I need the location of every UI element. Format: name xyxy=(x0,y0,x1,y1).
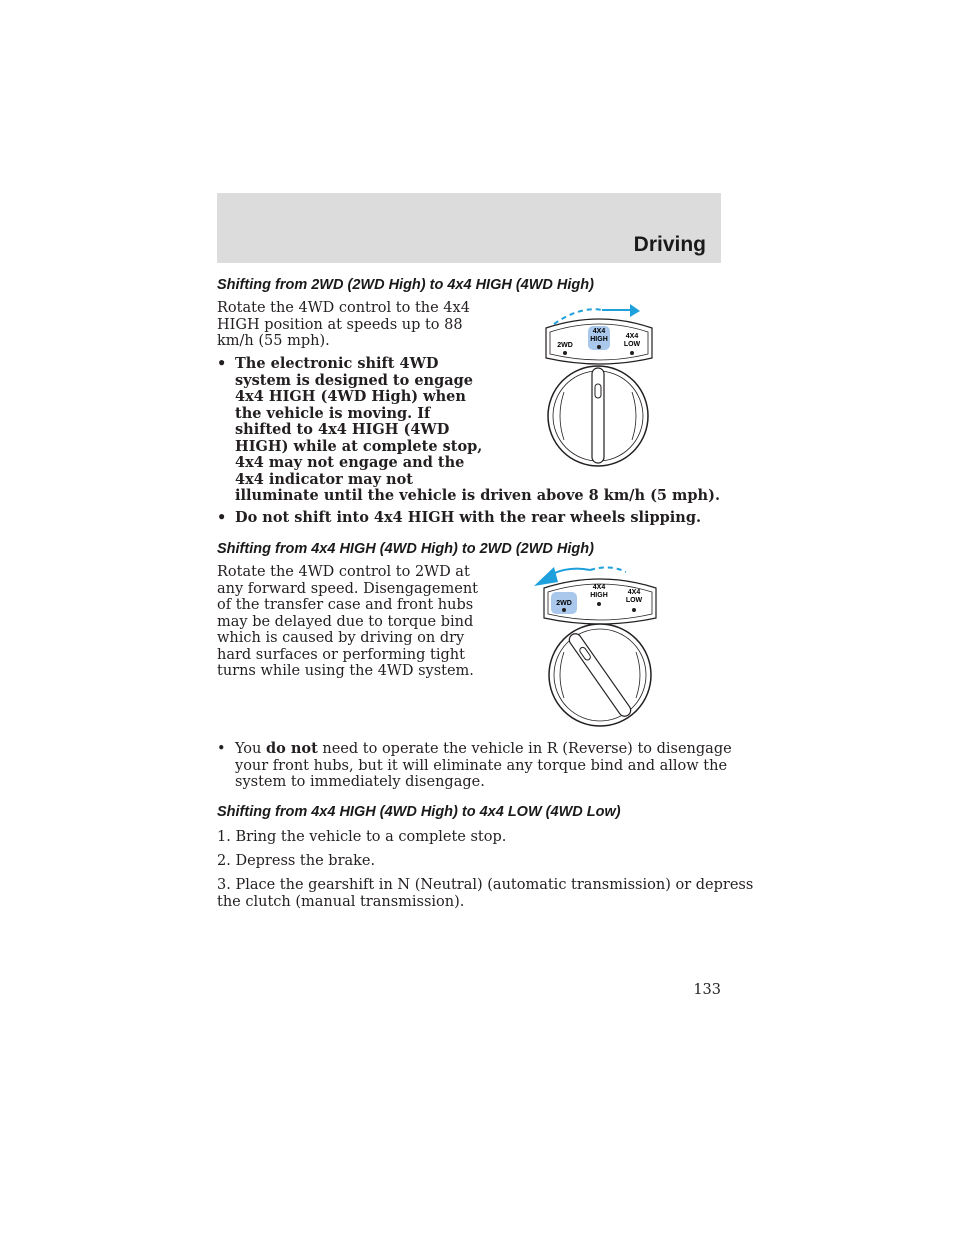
section1-bullet-2 xyxy=(217,510,717,530)
text-line: 4x4 indicator may not xyxy=(235,470,413,488)
position-dot-2wd xyxy=(563,351,567,355)
text-line: system is designed to engage xyxy=(235,371,473,389)
label-high: HIGH xyxy=(590,592,608,599)
text-line: km/h (55 mph). xyxy=(217,333,330,349)
text-line: which is caused by driving on dry xyxy=(217,630,465,646)
position-dot-low xyxy=(632,608,636,612)
text-line: the vehicle is moving. If xyxy=(235,404,431,422)
label-4x4: 4X4 xyxy=(627,589,641,596)
text-line: The electronic shift 4WD xyxy=(235,355,439,372)
section2-paragraph xyxy=(217,564,478,680)
text-line: system to immediately disengage. xyxy=(235,774,485,790)
emphasis-text: do not xyxy=(266,740,318,757)
bullet-text: Do not shift into 4x4 HIGH with the rear wheels slipping. xyxy=(235,509,702,526)
section-heading-4x4-high-to-4x4-low: Shifting from 4x4 HIGH (4WD High) to 4x4 LOW (4WD Low) xyxy=(217,804,621,820)
text-line: 4x4 HIGH (4WD High) when xyxy=(235,388,466,405)
text-line: hard surfaces or performing tight xyxy=(217,646,465,663)
text-line: the clutch (manual transmission). xyxy=(217,893,465,910)
bullet-dot: • xyxy=(217,355,227,372)
arrow-left-icon xyxy=(534,567,558,586)
text-span: need to operate the vehicle in R (Reverse) to disengage xyxy=(317,741,732,757)
position-dot-high xyxy=(597,345,601,349)
label-low: LOW xyxy=(623,341,641,348)
text-line: shifted to 4x4 HIGH (4WD xyxy=(235,421,450,438)
bullet-dot: • xyxy=(217,741,226,757)
text-line: 4x4 may not engage and the xyxy=(235,454,465,471)
step-1: 1. Bring the vehicle to a complete stop. xyxy=(217,829,507,845)
section1-paragraph xyxy=(217,300,470,350)
text-line: of the transfer case and front hubs xyxy=(217,597,474,613)
text-line: HIGH) while at complete stop, xyxy=(235,437,483,455)
label-2wd: 2WD xyxy=(556,600,572,607)
text-line xyxy=(235,741,732,758)
text-line: HIGH position at speeds up to 88 xyxy=(217,316,463,333)
bullet-dot: • xyxy=(217,509,227,526)
step-3 xyxy=(217,877,753,910)
label-4x4: 4X4 xyxy=(625,333,639,340)
position-dot-high xyxy=(597,602,601,606)
bullet-text xyxy=(235,741,732,791)
label-high: HIGH xyxy=(590,336,608,343)
text-line: may be delayed due to torque bind xyxy=(217,613,474,630)
section-heading-2wd-to-4x4-high: Shifting from 2WD (2WD High) to 4x4 HIGH (4WD High) xyxy=(217,277,594,293)
text-line: Rotate the 4WD control to 2WD at xyxy=(217,564,470,580)
page-section-title: Driving xyxy=(633,233,706,256)
header-band xyxy=(217,193,721,263)
section2-bullet xyxy=(217,740,732,793)
text-span: You xyxy=(235,741,266,757)
position-dot-2wd xyxy=(562,608,566,612)
text-line: your front hubs, but it will eliminate any torque bind and allow the xyxy=(235,757,728,774)
section-heading-4x4-high-to-2wd: Shifting from 4x4 HIGH (4WD High) to 2WD (2WD High) xyxy=(217,541,594,557)
arrow-shaft xyxy=(552,569,590,574)
arrow-right-icon xyxy=(630,304,640,317)
4wd-control-diagram-to-2wd xyxy=(530,562,660,732)
text-line: Rotate the 4WD control to the 4x4 xyxy=(217,300,470,316)
text-line: 3. Place the gearshift in N (Neutral) (automatic transmission) or depress xyxy=(217,877,754,893)
position-dot-low xyxy=(630,351,634,355)
dashed-arc xyxy=(590,567,626,572)
text-line: any forward speed. Disengagement xyxy=(217,580,478,597)
label-4x4: 4X4 xyxy=(592,584,606,591)
knob-grip xyxy=(592,368,604,463)
text-line: illuminate until the vehicle is driven above 8 km/h (5 mph). xyxy=(235,487,720,504)
step-2: 2. Depress the brake. xyxy=(217,853,376,869)
label-low: LOW xyxy=(625,597,643,604)
label-2wd: 2WD xyxy=(557,342,573,349)
page-number: 133 xyxy=(693,982,721,998)
4wd-control-diagram-to-4x4-high xyxy=(540,300,660,470)
text-line: turns while using the 4WD system. xyxy=(217,663,474,679)
label-4x4: 4X4 xyxy=(592,328,606,335)
